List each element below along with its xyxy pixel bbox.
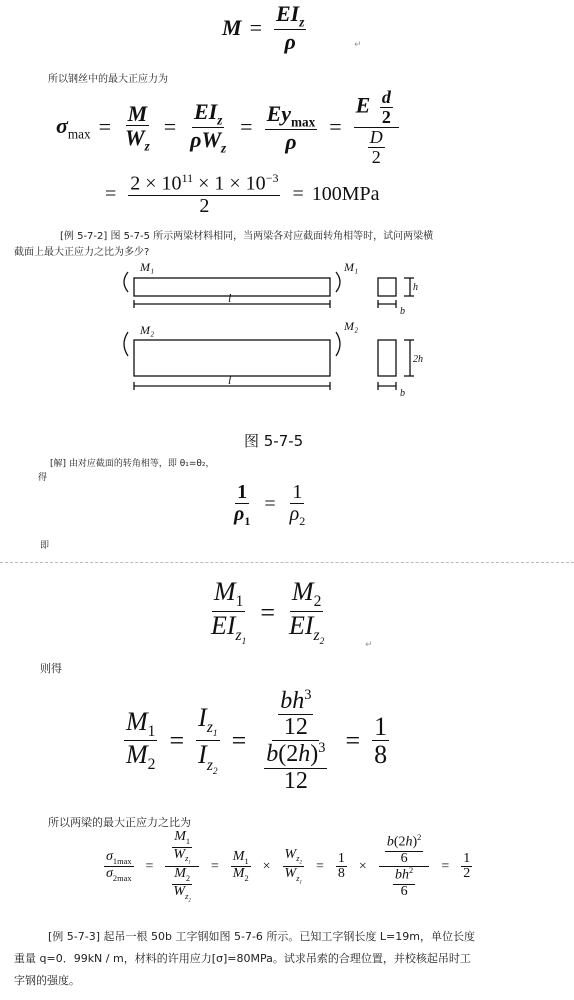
equation-moment-curvature: M = $\frac{EI_z}{\rho}$ <box>222 1 305 55</box>
figure-two-beams <box>110 258 430 408</box>
text-de: 得 <box>38 473 48 483</box>
moment-arrow-right-1 <box>336 272 340 292</box>
moment-arrow-right-2 <box>336 332 340 356</box>
ratio-text: 所以两梁的最大正应力之比为 <box>48 816 191 829</box>
label-m1-left: M₁ <box>140 260 155 274</box>
equation-stress-ratio: $\frac{\sigma_{1max}}{\sigma_{2max}}$ = $\frac{\frac{M_1}{W_{z_1}}}{\frac{M_2}{W_{z_2}}}$ = $\frac{M_1}{M_2}$ × $\frac{W_{z_2}}{W_{z_1}}$ = $\frac{1}{8}$ × $\frac{\frac{b(2h)^2}{6}}{\frac{bh^2}{6}}$ = $\frac{1}{2}$ <box>106 829 471 904</box>
beam-1 <box>134 278 330 296</box>
example-5-7-3-line2: 重量 q=0．99kN / m，材料的许用应力[σ]=80MPa。试求吊索的合理位置，并校核起吊时工 <box>14 952 471 965</box>
figure-caption: 图 5-7-5 <box>244 432 304 450</box>
section-2 <box>378 340 396 376</box>
result-value: 100MPa <box>311 182 380 205</box>
moment-arrow-left-1 <box>124 272 128 292</box>
page-break <box>0 562 574 563</box>
equation-sigma-max: $\sigma_{max}$ = $\frac{M}{W_z}$ = $\frac{EI_z}{\rho W_z}$ = $\frac{Ey_{max}}{\rho}$ = E $\frac{d}{2}$ $\frac{D}{2}$ <box>56 88 403 167</box>
equation-curvature-equal: $\frac{1}{\rho_1}$ = $\frac{1}{\rho_2}$ <box>234 481 306 528</box>
example-5-7-2-line1: [例 5-7-2] 图 5-7-5 所示两梁材料相同，当两梁各对应截面转角相等时，试问两梁横 <box>60 231 434 242</box>
label-m1-right: M₁ <box>344 260 359 274</box>
label-length-1: l <box>228 291 232 305</box>
text-ji: 即 <box>40 541 50 551</box>
example-5-7-2-line2: 截面上最大正应力之比为多少? <box>14 247 150 258</box>
text-line-1: 所以钢丝中的最大正应力为 <box>48 74 168 85</box>
section-1 <box>378 278 396 296</box>
label-length-2: l <box>228 373 232 387</box>
beam-2 <box>134 340 330 376</box>
text-zede: 则得 <box>40 662 62 675</box>
paragraph-mark: ↵ <box>365 640 373 650</box>
equation-moment-ratio: $\frac{M_1}{EI_{z_1}}$ = $\frac{M_2}{EI_{z_2}}$ <box>211 577 325 647</box>
moment-arrow-left-2 <box>124 332 128 356</box>
label-section1-h: h <box>413 282 418 293</box>
equation-inertia-ratio: $\frac{M_1}{M_2}$ = $\frac{I_{z_1}}{I_{z_2}}$ = $\frac{\frac{bh^3}{12}}{\frac{b(2h)^3}{12}}$ = $\frac{1}{8}$ <box>126 687 388 794</box>
paragraph-mark: ↵ <box>354 40 362 50</box>
label-m2-left: M₂ <box>140 323 155 337</box>
equation-numeric-result: = $\frac{2 \times 10^{11} \times 1 \times 10^{-3}}{2}$ = 100MPa <box>105 171 380 217</box>
example-5-7-3-line3: 字钢的强度。 <box>14 974 80 987</box>
solution-line: [解] 由对应截面的转角相等，即 θ₁=θ₂， <box>50 459 215 469</box>
label-m2-right: M₂ <box>344 319 359 333</box>
example-5-7-3-line1: [例 5-7-3] 起吊一根 50b 工字钢如图 5-7-6 所示。已知工字钢长度 L=19m，单位长度 <box>48 930 475 943</box>
label-section2-b: b <box>400 388 405 399</box>
label-section2-h: 2h <box>413 354 423 365</box>
label-section1-b: b <box>400 306 405 317</box>
